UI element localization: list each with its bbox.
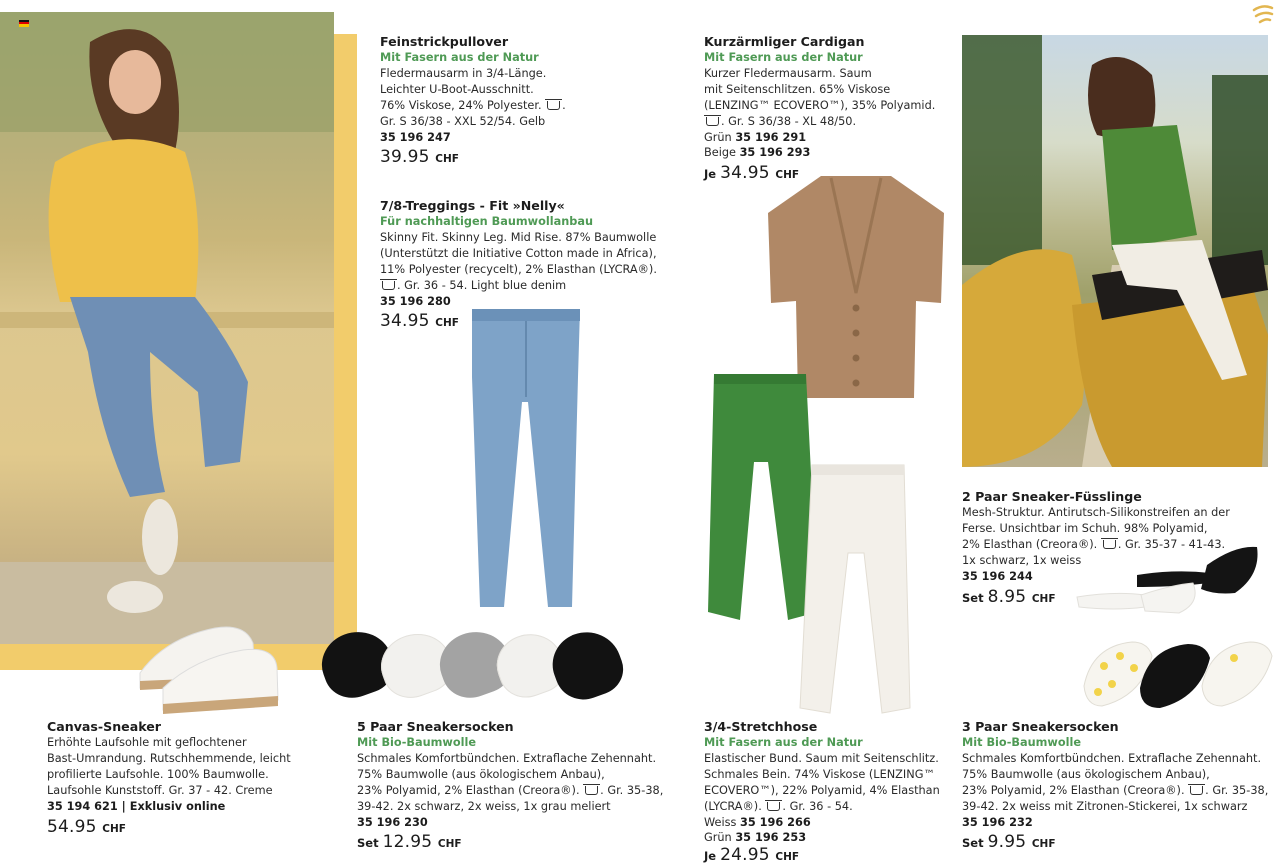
product-desc-line: 75% Baumwolle (aus ökologischem Anbau), xyxy=(962,767,1210,781)
product-desc-text: 76% Viskose, 24% Polyester. xyxy=(380,98,542,112)
product-treggings xyxy=(380,198,680,332)
product-desc-line: Elastischer Bund. Saum mit Seitenschlitz. xyxy=(704,751,939,765)
product-subtitle: Mit Fasern aus der Natur xyxy=(704,51,863,64)
price xyxy=(47,816,337,838)
product-desc-line: profilierte Laufsohle. 100% Baumwolle. xyxy=(47,767,269,781)
product-desc-line xyxy=(704,799,954,815)
article-number: 35 196 232 xyxy=(962,815,1033,829)
product-desc-line: (Unterstützt die Initiative Cotton made in Africa), xyxy=(380,246,657,260)
product-desc-text: 2% Elasthan (Creora®). xyxy=(962,537,1098,551)
product-pullover xyxy=(380,34,680,168)
price-prefix: Je xyxy=(704,849,717,864)
image-stretchhose-weiss xyxy=(798,463,914,715)
price-currency: CHF xyxy=(1031,592,1056,605)
product-desc-line: 1x schwarz, 1x weiss xyxy=(962,553,1082,567)
product-title: 2 Paar Sneaker-Füsslinge xyxy=(962,489,1142,504)
product-desc-text: 23% Polyamid, 2% Elasthan (Creora®). xyxy=(962,783,1185,797)
product-desc-line: Schmales Komfortbündchen. Extraflache Zehennaht. xyxy=(357,751,657,765)
product-desc-line: Kurzer Fledermausarm. Saum xyxy=(704,66,872,80)
product-desc-line: 75% Baumwolle (aus ökologischem Anbau), xyxy=(357,767,605,781)
price xyxy=(704,845,954,865)
product-desc-line: 11% Polyester (recycelt), 2% Elasthan (LYCRA®). xyxy=(380,262,657,276)
product-desc-line: Bast-Umrandung. Rutschhemmende, leicht xyxy=(47,751,291,765)
de-flag-icon xyxy=(19,20,29,27)
price xyxy=(380,311,680,332)
product-desc-line: Fledermausarm in 3/4-Länge. xyxy=(380,66,547,80)
image-socks-3-paar xyxy=(1082,636,1276,710)
product-subtitle: Mit Fasern aus der Natur xyxy=(704,736,863,749)
product-desc-line: mit Seitenschlitzen. 65% Viskose xyxy=(704,82,891,96)
variant-line xyxy=(704,815,954,831)
variant-label: Grün xyxy=(704,130,732,144)
product-desc-line: Schmales Komfortbündchen. Extraflache Zehennaht. xyxy=(962,751,1262,765)
product-desc-line xyxy=(962,537,1262,553)
price-amount: 8.95 xyxy=(987,586,1027,607)
price-prefix: Set xyxy=(962,590,984,605)
article-number: 35 196 280 xyxy=(380,294,451,308)
product-title: 7/8-Treggings - Fit »Nelly« xyxy=(380,198,565,213)
product-desc-line: 39-42. 2x schwarz, 2x weiss, 1x grau meliert xyxy=(357,799,611,813)
product-desc-line: Leichter U-Boot-Ausschnitt. xyxy=(380,82,534,96)
price-currency: CHF xyxy=(435,317,459,330)
variant-line xyxy=(704,830,954,846)
price-currency: CHF xyxy=(102,822,126,835)
product-desc-line: Laufsohle Kunststoff. Gr. 37 - 42. Creme xyxy=(47,783,273,797)
price-amount: 12.95 xyxy=(382,832,433,853)
price-prefix: Je xyxy=(704,167,717,182)
article-number: 35 196 247 xyxy=(380,130,451,144)
variant-line xyxy=(704,145,954,161)
product-title: Kurzärmliger Cardigan xyxy=(704,34,865,49)
price-amount: 34.95 xyxy=(720,163,770,184)
product-title: 3/4-Stretchhose xyxy=(704,719,818,734)
article-number: 35 194 621 | Exklusiv online xyxy=(47,799,226,813)
tchibo-swirl-icon xyxy=(1250,2,1276,28)
article-number: 35 196 291 xyxy=(735,130,807,144)
price-amount: 34.95 xyxy=(380,311,430,332)
product-sneakersocken-5 xyxy=(357,719,664,853)
product-desc-line: Gr. S 36/38 - XXL 52/54. Gelb xyxy=(380,114,546,128)
article-number: 35 196 244 xyxy=(962,569,1033,583)
product-desc-text: (LYCRA®). xyxy=(704,799,762,813)
price-amount: 9.95 xyxy=(987,832,1027,853)
article-number: 35 196 230 xyxy=(357,815,428,829)
variant-label: Weiss xyxy=(704,815,737,829)
product-canvas-sneaker xyxy=(47,719,337,837)
product-desc-text: . Gr. S 36/38 - XL 48/50. xyxy=(721,114,857,128)
product-subtitle: Für nachhaltigen Baumwollanbau xyxy=(380,215,594,228)
photo-woman-yellow-pullover xyxy=(0,12,334,644)
product-desc-text: . Gr. 35-37 - 41-43. xyxy=(1117,537,1226,551)
wash-symbol-icon xyxy=(767,802,780,811)
variant-label: Grün xyxy=(704,831,732,845)
photo-woman-yellow-scooter xyxy=(962,35,1268,467)
wash-symbol-icon xyxy=(382,281,395,290)
price-currency: CHF xyxy=(775,851,800,864)
product-desc-text: . Gr. 36 - 54. xyxy=(782,799,853,813)
product-desc-line: ECOVERO™), 22% Polyamid, 4% Elasthan xyxy=(704,783,940,797)
wash-symbol-icon xyxy=(1103,540,1116,549)
product-sneakersocken-3 xyxy=(962,719,1272,853)
price xyxy=(380,147,680,168)
product-subtitle: Mit Bio-Baumwolle xyxy=(962,736,1082,749)
price-amount: 24.95 xyxy=(720,845,770,865)
variant-label: Beige xyxy=(704,146,736,160)
image-cardigan xyxy=(766,173,946,401)
product-desc-line xyxy=(380,278,680,294)
wash-symbol-icon xyxy=(585,786,598,795)
product-desc-text: 23% Polyamid, 2% Elasthan (Creora®). xyxy=(357,783,580,797)
product-title: Canvas-Sneaker xyxy=(47,719,162,734)
image-treggings xyxy=(468,307,584,609)
price-amount: 54.95 xyxy=(47,816,97,837)
product-sneaker-fuesslinge xyxy=(962,489,1262,607)
price xyxy=(962,832,1272,853)
article-number: 35 196 293 xyxy=(739,146,811,160)
wash-symbol-icon xyxy=(1190,786,1203,795)
product-desc-line: 39-42. 2x weiss mit Zitronen-Stickerei, 1x schwarz xyxy=(962,799,1248,813)
price xyxy=(962,586,1262,608)
product-desc-line: Erhöhte Laufsohle mit geflochtener xyxy=(47,736,247,749)
product-subtitle: Mit Bio-Baumwolle xyxy=(357,736,477,749)
article-number: 35 196 266 xyxy=(739,815,811,829)
product-desc-line xyxy=(962,783,1272,799)
product-title: Feinstrickpullover xyxy=(380,34,509,49)
price-currency: CHF xyxy=(435,153,459,166)
product-desc-line: (LENZING™ ECOVERO™), 35% Polyamid. xyxy=(704,98,936,112)
product-subtitle: Mit Fasern aus der Natur xyxy=(380,51,539,64)
product-stretchhose xyxy=(704,719,954,865)
product-title: 3 Paar Sneakersocken xyxy=(962,719,1119,734)
variant-line xyxy=(704,130,954,146)
image-sock-black-2 xyxy=(544,622,630,707)
article-number: 35 196 253 xyxy=(735,831,807,845)
price xyxy=(357,832,657,853)
product-desc-line: Mesh-Struktur. Antirutsch-Silikonstreifen an der xyxy=(962,506,1230,519)
price-prefix: Set xyxy=(962,836,984,851)
product-title: 5 Paar Sneakersocken xyxy=(357,719,514,734)
product-desc-text: . Gr. 36 - 54. Light blue denim xyxy=(397,278,567,292)
wash-symbol-icon xyxy=(706,117,719,126)
product-desc-line xyxy=(704,114,954,130)
product-cardigan xyxy=(704,34,954,184)
price xyxy=(704,163,954,184)
price-currency: CHF xyxy=(437,838,462,851)
product-desc-line: Schmales Bein. 74% Viskose (LENZING™ xyxy=(704,767,935,781)
product-desc-line xyxy=(357,783,664,799)
product-desc-line: Skinny Fit. Skinny Leg. Mid Rise. 87% Baumwolle xyxy=(380,230,657,244)
price-prefix: Set xyxy=(357,836,379,851)
product-desc-text: . Gr. 35-38, xyxy=(600,783,664,797)
price-amount: 39.95 xyxy=(380,147,430,168)
image-canvas-sneaker xyxy=(135,618,281,718)
wash-symbol-icon xyxy=(547,101,560,110)
product-desc-line: 76% Viskose, 24% Polyester. . xyxy=(380,98,566,112)
product-desc-line: Ferse. Unsichtbar im Schuh. 98% Polyamid, xyxy=(962,521,1208,535)
product-desc-text: . Gr. 35-38, xyxy=(1205,783,1269,797)
price-currency: CHF xyxy=(1031,838,1056,851)
price-currency: CHF xyxy=(775,169,800,182)
